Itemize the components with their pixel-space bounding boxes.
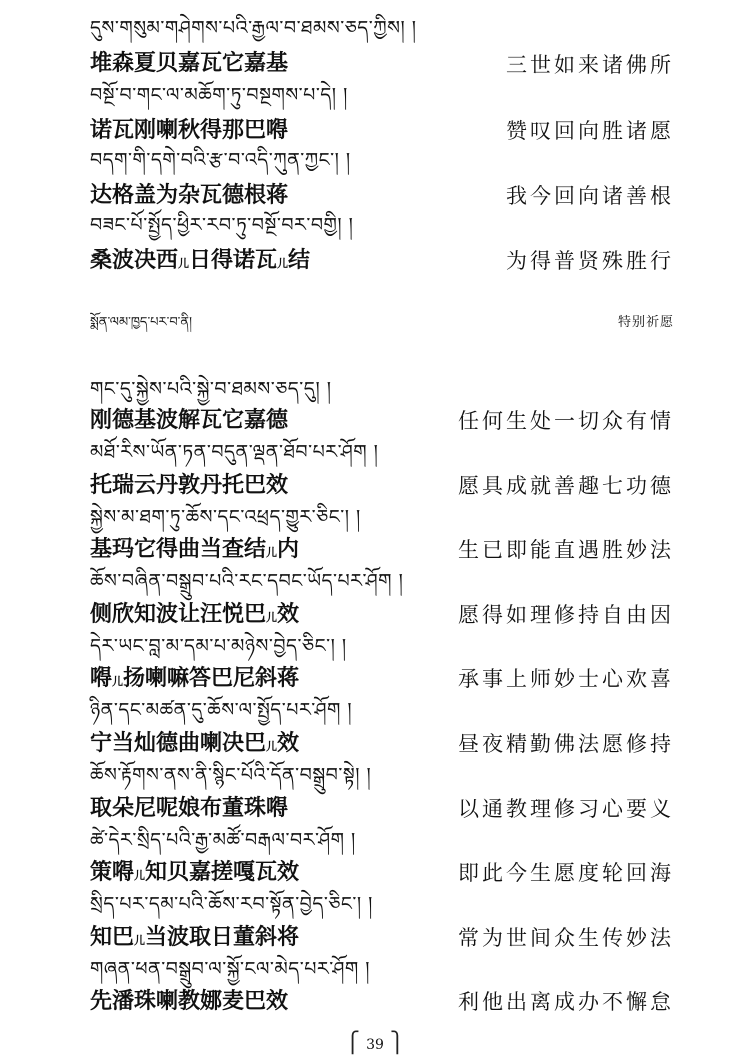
tibetan-line: ཉིན་དང་མཚན་དུ་ཆོས་ལ་སྤྱོད་པར་ཤོག ། bbox=[90, 699, 353, 721]
translation-line: 昼夜精勤佛法愿修持 bbox=[458, 732, 674, 756]
page-number-value: 39 bbox=[366, 1037, 384, 1053]
er-suffix: 儿 bbox=[112, 675, 124, 688]
translation-line: 以通教理修习心要义 bbox=[458, 797, 674, 821]
phonetic-part: 效 bbox=[277, 731, 300, 756]
phonetic-line bbox=[90, 859, 299, 890]
tibetan-line: གང་དུ་སྐྱེས་པའི་སྐྱེ་བ་ཐམས་ཅད་དུ། ། bbox=[90, 378, 332, 400]
er-suffix: 儿 bbox=[178, 257, 190, 270]
er-suffix: 儿 bbox=[134, 934, 146, 947]
phonetic-line bbox=[90, 924, 299, 955]
phonetic-part: 当波取日董斜将 bbox=[145, 925, 300, 950]
phonetic-part: 宁当灿德曲喇决巴 bbox=[90, 731, 267, 756]
phonetic-part: 取朵尼呢娘布董珠嘚 bbox=[90, 796, 289, 821]
tibetan-line: གཞན་ཕན་བསྒྲུབ་ལ་སྐྱོ་ངལ་མེད་པར་ཤོག ། bbox=[90, 958, 371, 980]
phonetic-line: 堆森夏贝嘉瓦它嘉基 bbox=[90, 51, 289, 76]
page-number bbox=[0, 1032, 750, 1055]
translation-line: 任何生处一切众有情 bbox=[458, 409, 674, 433]
er-suffix: 儿 bbox=[266, 611, 278, 624]
translation-line: 三世如来诸佛所 bbox=[506, 53, 674, 77]
phonetic-part: 基玛它得曲当查结 bbox=[90, 537, 267, 562]
translation-line: 赞叹回向胜诸愿 bbox=[506, 119, 674, 143]
phonetic-part: 策嘚 bbox=[90, 860, 135, 885]
phonetic-part: 刚德基波解瓦它嘉德 bbox=[90, 408, 289, 433]
translation-line: 我今回向诸善根 bbox=[506, 184, 674, 208]
phonetic-part: 日得诺瓦 bbox=[189, 248, 278, 273]
phonetic-part: 知贝嘉搓嘎瓦效 bbox=[145, 860, 300, 885]
phonetic-line bbox=[90, 247, 310, 278]
translation-line: 承事上师妙士心欢喜 bbox=[458, 667, 674, 691]
tibetan-line: དེར་ཡང་བླ་མ་དམ་པ་མཉེས་བྱེད་ཅིང་། ། bbox=[90, 635, 347, 657]
phonetic-part: 结 bbox=[288, 248, 311, 273]
tibetan-line: བཟང་པོ་སྤྱོད་ཕྱིར་རབ་ཏུ་བསྔོ་བར་བགྱི། ། bbox=[90, 214, 354, 236]
tibetan-line: ཆོས་བཞིན་བསྒྲུབ་པའི་རང་དབང་ཡོད་པར་ཤོག ། bbox=[90, 570, 404, 592]
phonetic-part: 知巴 bbox=[90, 925, 135, 950]
phonetic-part: 先潘珠喇教娜麦巴效 bbox=[90, 989, 289, 1014]
phonetic-line bbox=[90, 536, 299, 567]
phonetic-part: 效 bbox=[277, 602, 300, 627]
phonetic-part: 托瑞云丹敦丹托巴效 bbox=[90, 473, 289, 498]
translation-line: 为得普贤殊胜行 bbox=[506, 249, 674, 273]
er-suffix: 儿 bbox=[134, 869, 146, 882]
translation-line: 愿得如理修持自由因 bbox=[458, 603, 674, 627]
phonetic-line bbox=[90, 407, 288, 435]
tibetan-line: བདག་གི་དགེ་བའི་རྩ་བ་འདི་ཀུན་ཀྱང་། ། bbox=[90, 149, 351, 171]
phonetic-part: 嘚 bbox=[90, 666, 113, 691]
translation-line: 即此今生愿度轮回海 bbox=[458, 861, 674, 885]
translation-line: 常为世间众生传妙法 bbox=[458, 926, 674, 950]
phonetic-line: 达格盖为杂瓦德根蒋 bbox=[90, 183, 289, 208]
phonetic-part: 内 bbox=[277, 537, 300, 562]
section-heading-tibetan: སྨོན་ལམ་ཁྱད་པར་བ་ནི། bbox=[90, 315, 192, 330]
left-brace-ornament: ⎧ bbox=[345, 1030, 361, 1054]
phonetic-line bbox=[90, 988, 288, 1016]
translation-line: 愿具成就善趣七功德 bbox=[458, 474, 674, 498]
phonetic-part: 桑波决西 bbox=[90, 248, 179, 273]
phonetic-part: 扬喇嘛答巴尼斜蒋 bbox=[123, 666, 300, 691]
er-suffix: 儿 bbox=[277, 257, 289, 270]
phonetic-line bbox=[90, 795, 288, 823]
phonetic-line bbox=[90, 601, 299, 632]
tibetan-line: དུས་གསུམ་གཤེགས་པའི་རྒྱལ་བ་ཐམས་ཅད་ཀྱིས། ། bbox=[90, 17, 417, 39]
translation-line: 利他出离成办不懈怠 bbox=[458, 990, 674, 1014]
phonetic-line bbox=[90, 730, 299, 761]
tibetan-line: སྐྱེས་མ་ཐག་ཏུ་ཆོས་དང་འཕྲད་གྱུར་ཅིང་། ། bbox=[90, 506, 361, 528]
phonetic-part: 侧欣知波让汪悦巴 bbox=[90, 602, 267, 627]
er-suffix: 儿 bbox=[266, 546, 278, 559]
tibetan-line: བསྔོ་བ་གང་ལ་མཆོག་ཏུ་བསྔགས་པ་དེ། ། bbox=[90, 84, 348, 106]
tibetan-line: ཆོས་རྟོགས་ནས་ནི་སྙིང་པོའི་དོན་བསྒྲུབ་སྟེ། ། bbox=[90, 764, 372, 786]
right-brace-ornament: ⎫ bbox=[389, 1030, 405, 1054]
tibetan-line: སྲིད་པར་དམ་པའི་ཆོས་རབ་སྟོན་བྱེད་ཅིང་། ། bbox=[90, 893, 373, 915]
er-suffix: 儿 bbox=[266, 740, 278, 753]
phonetic-line bbox=[90, 472, 288, 500]
translation-line: 生已即能直遇胜妙法 bbox=[458, 538, 674, 562]
section-heading-chinese: 特别祈愿 bbox=[617, 315, 674, 330]
tibetan-line: ཚེ་དེར་སྲིད་པའི་རྒྱ་མཚོ་བརྒལ་བར་ཤོག ། bbox=[90, 829, 356, 851]
phonetic-line: 诺瓦刚喇秋得那巴嘚 bbox=[90, 118, 289, 143]
phonetic-line bbox=[90, 665, 299, 696]
tibetan-line: མཐོ་རིས་ཡོན་ཏན་བདུན་ལྡན་ཐོབ་པར་ཤོག ། bbox=[90, 441, 379, 463]
